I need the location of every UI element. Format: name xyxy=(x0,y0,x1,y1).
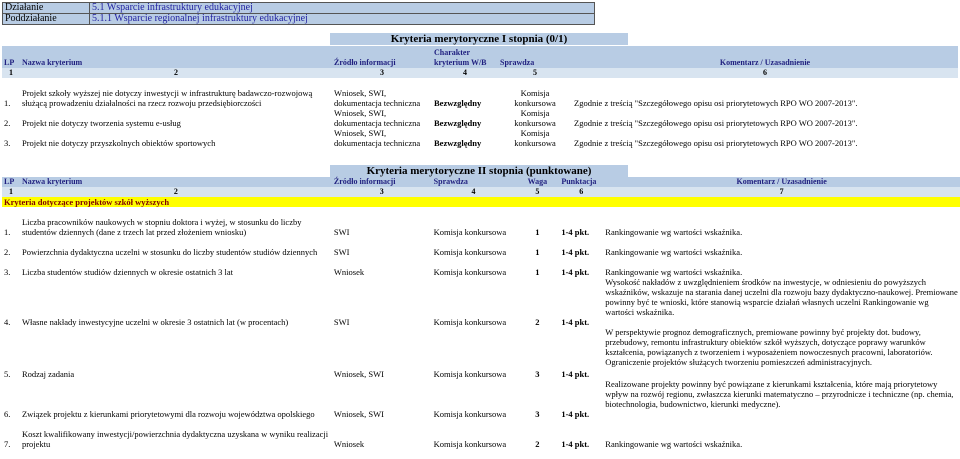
row-weight: 3 xyxy=(535,409,540,419)
row-comment: Rankingowanie wg wartości wskaźnika. xyxy=(605,439,743,449)
num-cell: 5 xyxy=(498,68,572,78)
table-row xyxy=(2,128,958,148)
col-check: Sprawdza xyxy=(498,46,572,68)
group-label: Kryteria dotyczące projektów szkół wyższych xyxy=(2,197,960,207)
row-source: Wniosek, SWI, dokumentacja techniczna xyxy=(334,128,421,148)
row-weight: 1 xyxy=(535,247,540,257)
num-cell: 2 xyxy=(20,187,332,197)
row-weight: 2 xyxy=(535,439,540,449)
table-row xyxy=(2,257,960,277)
row-name: Własne nakłady inwestycyjne uczelni w okresie 3 ostatnich lat (w procentach) xyxy=(21,317,289,327)
row-source: Wniosek, SWI, dokumentacja techniczna xyxy=(334,108,421,128)
section2-table xyxy=(2,177,960,449)
col-score: Punktacja xyxy=(559,177,603,187)
row-check: Komisja konkursowa xyxy=(514,88,556,108)
num-cell: 6 xyxy=(559,187,603,197)
col-lp: LP xyxy=(2,177,20,187)
row-character: Bezwzględny xyxy=(434,98,482,108)
table-row xyxy=(2,277,960,327)
row-name: Projekt szkoły wyższej nie dotyczy inwestycji w infrastrukturę badawczo-rozwojową służącą prowadzeniu działalności na rzecz rozwoju przedsiębiorczości xyxy=(22,88,313,108)
row-lp: 1. xyxy=(4,227,11,237)
table-row xyxy=(2,207,960,237)
row-weight: 1 xyxy=(535,267,540,277)
num-cell: 1 xyxy=(2,68,20,78)
row-check: Komisja konkursowa xyxy=(514,108,556,128)
row-score: 1-4 pkt. xyxy=(561,369,590,379)
num-cell: 7 xyxy=(603,187,960,197)
row-name: Liczba studentów studiów dziennych w okresie ostatnich 3 lat xyxy=(21,267,233,277)
col-check: Sprawdza xyxy=(432,177,516,187)
row-lp: 2. xyxy=(4,247,11,257)
row-lp: 7. xyxy=(4,439,11,449)
section1-table xyxy=(2,46,958,148)
row-score: 1-4 pkt. xyxy=(561,247,590,257)
row-check: Komisja konkursowa xyxy=(433,267,507,277)
row-check: Komisja konkursowa xyxy=(433,227,507,237)
row-comment: Rankingowanie wg wartości wskaźnika. xyxy=(605,227,743,237)
row-character: Bezwzględny xyxy=(434,118,482,128)
row-comment: Rankingowanie wg wartości wskaźnika. xyxy=(605,247,743,257)
row-character: Bezwzględny xyxy=(434,138,482,148)
table-row xyxy=(2,419,960,449)
table-row xyxy=(2,237,960,257)
row-name: Rodzaj zadania xyxy=(21,369,75,379)
row-lp: 3. xyxy=(4,267,11,277)
num-cell: 6 xyxy=(572,68,958,78)
row-name: Powierzchnia dydaktyczna uczelni w stosunku do liczby studentów studiów dziennych xyxy=(21,247,318,257)
row-comment: Zgodnie z treścią "Szczegółowego opisu osi priorytetowych RPO WO 2007-2013". xyxy=(574,98,858,108)
row-lp: 6. xyxy=(4,409,11,419)
col-name: Nazwa kryterium xyxy=(20,46,332,68)
row-check: Komisja konkursowa xyxy=(433,317,507,327)
col-character: Charakter kryterium W/B xyxy=(432,46,498,68)
row-name: Projekt nie dotyczy tworzenia systemu e-usług xyxy=(22,118,181,128)
col-comment: Komentarz / Uzasadnienie xyxy=(572,46,958,68)
dzialanie-label: Działanie xyxy=(3,3,90,14)
num-cell: 1 xyxy=(2,187,20,197)
row-comment: Zgodnie z treścią "Szczegółowego opisu osi priorytetowych RPO WO 2007-2013". xyxy=(574,138,858,148)
row-source: Wniosek xyxy=(333,267,365,277)
num-cell: 3 xyxy=(332,68,432,78)
col-comment: Komentarz / Uzasadnienie xyxy=(603,177,960,187)
col-weight: Waga xyxy=(515,177,559,187)
row-source: Wniosek, SWI, dokumentacja techniczna xyxy=(334,88,421,108)
section1-title: Kryteria merytoryczne I stopnia (0/1) xyxy=(330,33,628,45)
poddzialanie-value: 5.1.1 Wsparcie regionalnej infrastruktury edukacyjnej xyxy=(90,14,595,25)
row-name: Koszt kwalifikowany inwestycji/powierzchnia dydaktyczna uzyskana w wyniku realizacji projektu xyxy=(21,429,329,449)
row-lp: 3. xyxy=(4,138,11,148)
col-lp: LP xyxy=(2,46,20,68)
row-source: Wniosek, SWI xyxy=(333,369,384,379)
row-lp: 5. xyxy=(4,369,11,379)
row-score: 1-4 pkt. xyxy=(561,227,590,237)
row-weight: 2 xyxy=(535,317,540,327)
row-name: Liczba pracowników naukowych w stopniu doktora i wyżej, w stosunku do liczby studentów dziennych (dane z trzech lat przed złożeniem wniosku) xyxy=(21,217,302,237)
num-cell: 2 xyxy=(20,68,332,78)
row-source: SWI xyxy=(333,227,350,237)
row-check: Komisja konkursowa xyxy=(514,128,556,148)
row-source: SWI xyxy=(333,247,350,257)
row-source: SWI xyxy=(333,317,350,327)
row-comment: Zgodnie z treścią "Szczegółowego opisu osi priorytetowych RPO WO 2007-2013". xyxy=(574,118,858,128)
row-weight: 3 xyxy=(535,369,540,379)
row-score: 1-4 pkt. xyxy=(561,409,590,419)
num-cell: 3 xyxy=(332,187,432,197)
section2-title: Kryteria merytoryczne II stopnia (punktowane) xyxy=(330,165,628,177)
row-name: Związek projektu z kierunkami priorytetowymi dla rozwoju województwa opolskiego xyxy=(21,409,315,419)
num-cell: 5 xyxy=(515,187,559,197)
poddzialanie-label: Poddziałanie xyxy=(3,14,90,25)
row-lp: 2. xyxy=(4,118,11,128)
row-check: Komisja konkursowa xyxy=(433,247,507,257)
row-source: Wniosek, SWI xyxy=(333,409,384,419)
col-source: Źródło informacji xyxy=(332,46,432,68)
col-name: Nazwa kryterium xyxy=(20,177,332,187)
num-cell: 4 xyxy=(432,187,516,197)
row-check: Komisja konkursowa xyxy=(433,439,507,449)
row-check: Komisja konkursowa xyxy=(433,369,507,379)
col-source: Źródło informacji xyxy=(332,177,432,187)
row-lp: 1. xyxy=(4,98,11,108)
row-comment: Rankingowanie wg wartości wskaźnika. xyxy=(605,267,743,277)
row-lp: 4. xyxy=(4,317,11,327)
table-row xyxy=(2,327,960,379)
row-comment: Wysokość nakładów z uwzględnieniem środków na inwestycje, w odniesieniu do powyższych wskaźników, wskazuje na starania danej uczelni dla rozwoju bazy dydaktyczno-naukowej. Premiowane powinny być te wnioski, które stanowią wsparcie działań własnych uczelni Rankingowanie wg wartości wskaźnika. xyxy=(605,277,958,317)
dzialanie-value: 5.1 Wsparcie infrastruktury edukacyjnej xyxy=(90,3,595,14)
program-header xyxy=(2,2,595,25)
row-score: 1-4 pkt. xyxy=(561,267,590,277)
table-row xyxy=(2,379,960,419)
row-comment: W perspektywie prognoz demograficznych, premiowane powinny być projekty dot. budowy, przebudowy, remontu infrastruktury obiektów szkół wyższych, dotyczące poprawy warunków kształcenia, powiązanych z tworzeniem i wyposażeniem nowoczesnych pracowni, laboratoriów. Ograniczenie projektów służących tworzeniu pomieszczeń administracyjnych. xyxy=(605,327,933,367)
row-source: Wniosek xyxy=(333,439,365,449)
num-cell: 4 xyxy=(432,68,498,78)
row-check: Komisja konkursowa xyxy=(433,409,507,419)
row-name: Projekt nie dotyczy przyszkolnych obiektów sportowych xyxy=(22,138,216,148)
row-score: 1-4 pkt. xyxy=(561,317,590,327)
row-comment: Realizowane projekty powinny być powiązane z kierunkami kształcenia, które mają priorytetowy wpływ na rozwój regionu, zwłaszcza kierunki matematyczno – przyrodnicze i techniczne (np. chemia, biotechnologia, budownictwo, kierunki medyczne). xyxy=(605,379,954,409)
row-weight: 1 xyxy=(535,227,540,237)
table-row xyxy=(2,78,958,108)
row-score: 1-4 pkt. xyxy=(561,439,590,449)
table-row xyxy=(2,108,958,128)
